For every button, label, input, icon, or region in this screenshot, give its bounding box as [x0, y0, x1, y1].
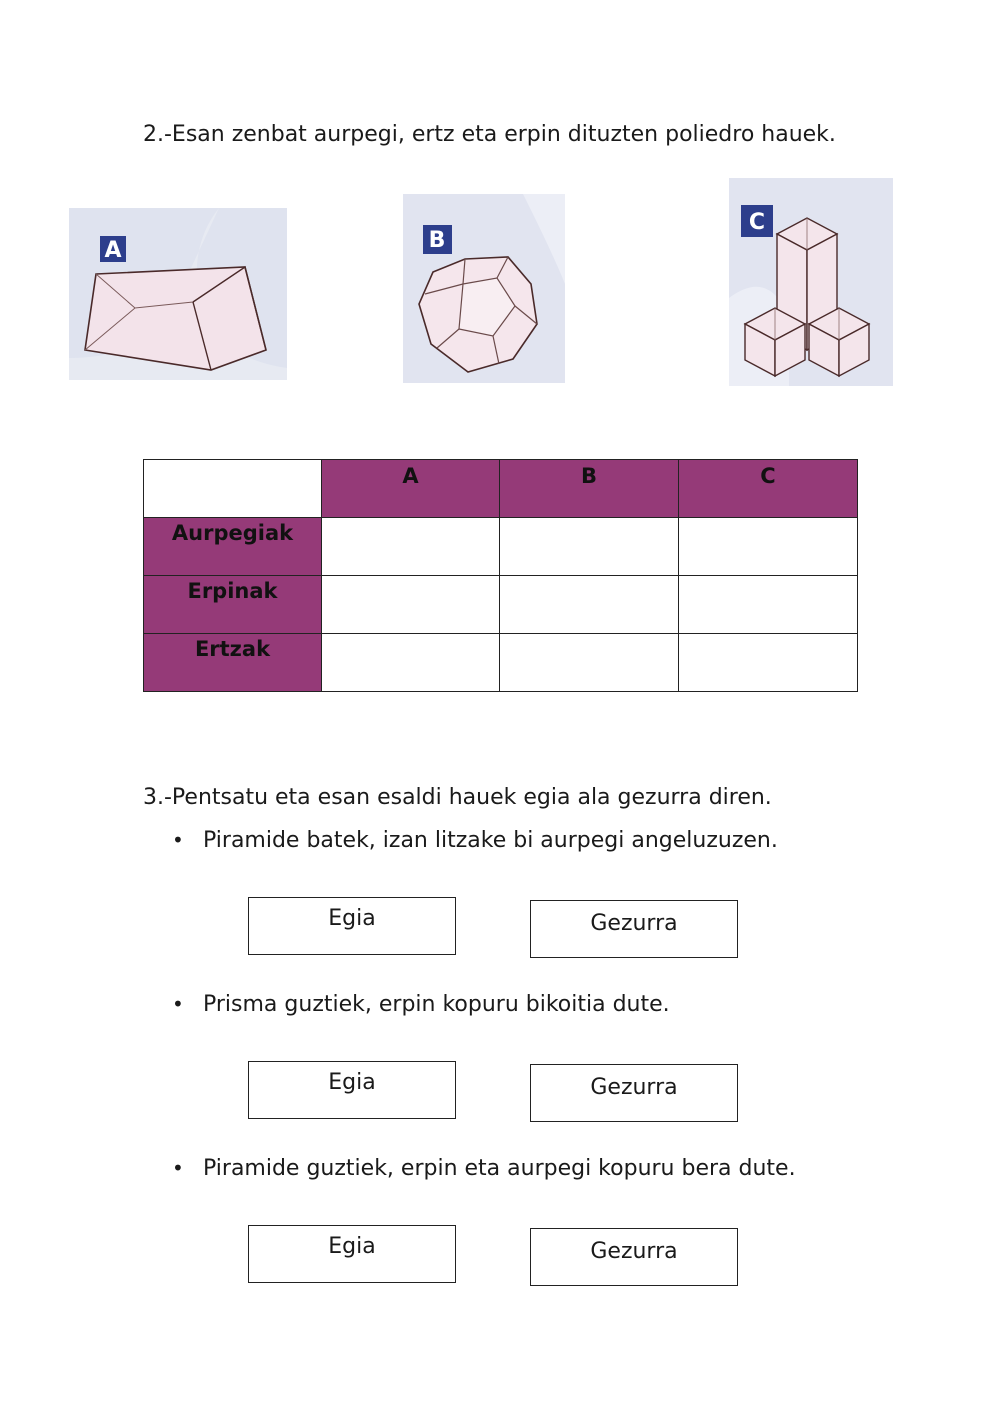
false-button[interactable]: Gezurra [530, 1228, 738, 1286]
table-corner-cell [144, 460, 322, 518]
table-row [144, 518, 858, 576]
answer-cell-b-ertzak[interactable] [500, 634, 679, 692]
true-button[interactable]: Egia [248, 897, 456, 955]
answer-cell-b-aurpegiak[interactable] [500, 518, 679, 576]
stacked-cubes-icon [729, 178, 893, 386]
statement-text: Piramide batek, izan litzake bi aurpegi angeluzuzen. [203, 828, 778, 853]
answer-cell-b-erpinak[interactable] [500, 576, 679, 634]
dodecahedron-icon [403, 194, 565, 383]
false-button[interactable]: Gezurra [530, 1064, 738, 1122]
bullet-icon: • [172, 992, 184, 1016]
bullet-icon: • [172, 828, 184, 852]
figure-label: C [748, 210, 766, 235]
statement-text: Prisma guztiek, erpin kopuru bikoitia dute. [203, 992, 670, 1017]
answer-cell-c-ertzak[interactable] [679, 634, 858, 692]
row-header-aurpegiak: Aurpegiak [144, 518, 322, 576]
false-button[interactable]: Gezurra [530, 900, 738, 958]
statement-1 [172, 825, 778, 856]
row-header-erpinak: Erpinak [144, 576, 322, 634]
column-header-c: C [679, 460, 858, 518]
figure-c [729, 178, 893, 386]
irregular-prism-icon [69, 208, 287, 380]
true-button[interactable]: Egia [248, 1225, 456, 1283]
answer-cell-c-aurpegiak[interactable] [679, 518, 858, 576]
statement-2 [172, 989, 670, 1020]
table-row [144, 576, 858, 634]
answer-cell-c-erpinak[interactable] [679, 576, 858, 634]
statement-text: Piramide guztiek, erpin eta aurpegi kopuru bera dute. [203, 1156, 796, 1181]
figure-label: B [428, 228, 446, 253]
answer-cell-a-aurpegiak[interactable] [322, 518, 500, 576]
statement-3 [172, 1153, 796, 1184]
bullet-icon: • [172, 1156, 184, 1180]
column-header-a: A [322, 460, 500, 518]
figure-label: A [104, 238, 122, 263]
question-2-text: 2.-Esan zenbat aurpegi, ertz eta erpin dituzten poliedro hauek. [143, 122, 836, 147]
answer-cell-a-ertzak[interactable] [322, 634, 500, 692]
answer-cell-a-erpinak[interactable] [322, 576, 500, 634]
true-button[interactable]: Egia [248, 1061, 456, 1119]
row-header-ertzak: Ertzak [144, 634, 322, 692]
question-3-text: 3.-Pentsatu eta esan esaldi hauek egia ala gezurra diren. [143, 785, 772, 810]
table-row [144, 634, 858, 692]
figure-a [69, 208, 287, 380]
polyhedra-table [143, 459, 858, 692]
figure-b [403, 194, 565, 383]
column-header-b: B [500, 460, 679, 518]
table-header-row [144, 460, 858, 518]
